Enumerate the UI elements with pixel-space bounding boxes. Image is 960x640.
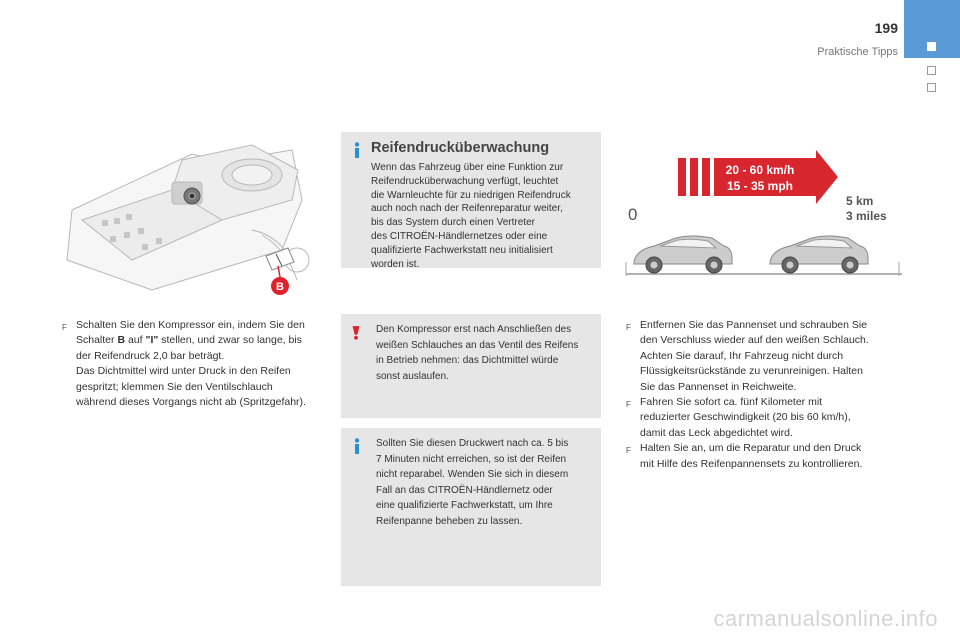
box-line: qualifizierte Fachwerkstatt neu initialisiert — [371, 244, 553, 256]
instruction-line: Das Dichtmittel wird unter Druck in den Reifen — [76, 365, 291, 378]
box-line: Sollten Sie diesen Druckwert nach ca. 5 bis — [376, 438, 569, 449]
distance-start-label: 0 — [628, 205, 638, 224]
distance-miles: 3 miles — [846, 209, 887, 223]
box-title: Reifendrucküberwachung — [371, 140, 550, 156]
box-line: Fall an das CITROËN-Händlernetz oder — [376, 484, 553, 496]
switch-letter: B — [117, 334, 126, 347]
watermark-url: carmanualsonline.info — [713, 606, 938, 631]
list-line: Flüssigkeitsrückstände zu verunreinigen. Halten — [640, 365, 863, 378]
info-box-tire-monitoring — [341, 132, 601, 268]
box-line: Wenn das Fahrzeug über eine Funktion zur — [371, 162, 564, 173]
box-line: 7 Minuten nicht erreichen, so ist der Reifen — [376, 453, 567, 465]
list-item — [626, 395, 896, 441]
callout-b-label: B — [276, 281, 284, 293]
chapter-box-2 — [927, 83, 936, 92]
list-line: Entfernen Sie das Pannenset und schrauben Sie — [640, 319, 868, 331]
info-box-pressure — [341, 428, 601, 586]
instruction-line: Schalter B auf "I" stellen, und zwar so lange, bis — [76, 334, 302, 347]
speed-distance-illustration — [620, 150, 902, 280]
list-line: mit Hilfe des Reifenpannensets zu kontrollieren. — [640, 457, 863, 470]
warning-icon — [350, 325, 362, 341]
box-line: bis das System durch einen Vertreter — [371, 217, 535, 229]
speed-kmh: 20 - 60 km/h — [725, 163, 795, 177]
list-line: Achten Sie darauf, Ihr Fahrzeug nicht durch — [640, 349, 844, 362]
list-line: reduzierter Geschwindigkeit (20 bis 60 km/h), — [640, 411, 851, 424]
chapter-tab-marker — [927, 42, 936, 51]
speed-arrow — [714, 150, 838, 204]
page-number: 199 — [874, 20, 898, 36]
car-icon — [770, 236, 868, 273]
box-body — [371, 161, 597, 271]
box-line: weißen Schlauches an das Ventil des Reifens — [376, 339, 579, 351]
list-item — [626, 318, 896, 395]
section-title: Praktische Tipps — [817, 46, 898, 58]
instruction-line: der Reifendruck 2,0 bar beträgt. — [76, 349, 225, 362]
box-line: auch noch nach der Reifenreparatur weiter, — [371, 203, 563, 215]
chapter-box-1 — [927, 66, 936, 75]
box-line: Reifenpanne beheben zu lassen. — [376, 515, 523, 527]
compressor-illustration — [52, 140, 310, 310]
box-line: nicht reparabel. Wenden Sie sich in diesem — [376, 469, 569, 481]
bullet-icon: F — [626, 400, 631, 410]
instruction-line: während dieses Vorgangs nicht ab (Spritzgefahr). — [76, 396, 306, 409]
box-body — [376, 322, 598, 384]
repair-steps-list — [626, 318, 896, 472]
instruction-line: Schalten Sie den Kompressor ein, indem Sie den — [76, 319, 305, 331]
box-line: Den Kompressor erst nach Anschließen des — [376, 324, 572, 335]
box-line: sonst auslaufen. — [376, 370, 449, 382]
info-icon — [351, 142, 363, 158]
list-line: Fahren Sie sofort ca. fünf Kilometer mit — [640, 396, 823, 409]
box-line: in Betrieb nehmen: das Dichtmittel würde — [376, 355, 559, 367]
bullet-icon: F — [626, 323, 631, 332]
switch-position: "I" — [145, 334, 159, 347]
instruction-line: gespritzt; klemmen Sie den Ventilschlauch — [76, 380, 273, 393]
speed-mph: 15 - 35 mph — [726, 179, 794, 193]
bullet-icon: F — [62, 323, 67, 332]
list-line: den Verschluss wieder auf den weißen Schlauch. — [640, 334, 869, 347]
box-line: die Warnleuchte für zu niedrigen Reifendruck — [371, 189, 571, 201]
list-line: Halten Sie an, um die Reparatur und den Druck — [640, 442, 862, 455]
list-line: Sie das Pannenset in Reichweite. — [640, 380, 797, 393]
box-line: Reifendrucküberwachung verfügt, leuchtet — [371, 175, 559, 187]
car-icon — [634, 236, 732, 273]
box-body — [376, 436, 598, 530]
box-line: des CITROËN-Händlernetzes oder eine — [371, 230, 548, 242]
box-line: eine qualifizierte Fachwerkstatt, um Ihre — [376, 500, 553, 512]
box-line: worden ist. — [371, 258, 420, 270]
compressor-instruction — [62, 318, 332, 410]
distance-km: 5 km — [846, 194, 874, 208]
info-icon — [351, 438, 363, 454]
bullet-icon: F — [626, 446, 631, 456]
list-item — [626, 441, 896, 472]
warning-box — [341, 314, 601, 418]
list-line: damit das Leck abgedichtet wird. — [640, 426, 793, 439]
